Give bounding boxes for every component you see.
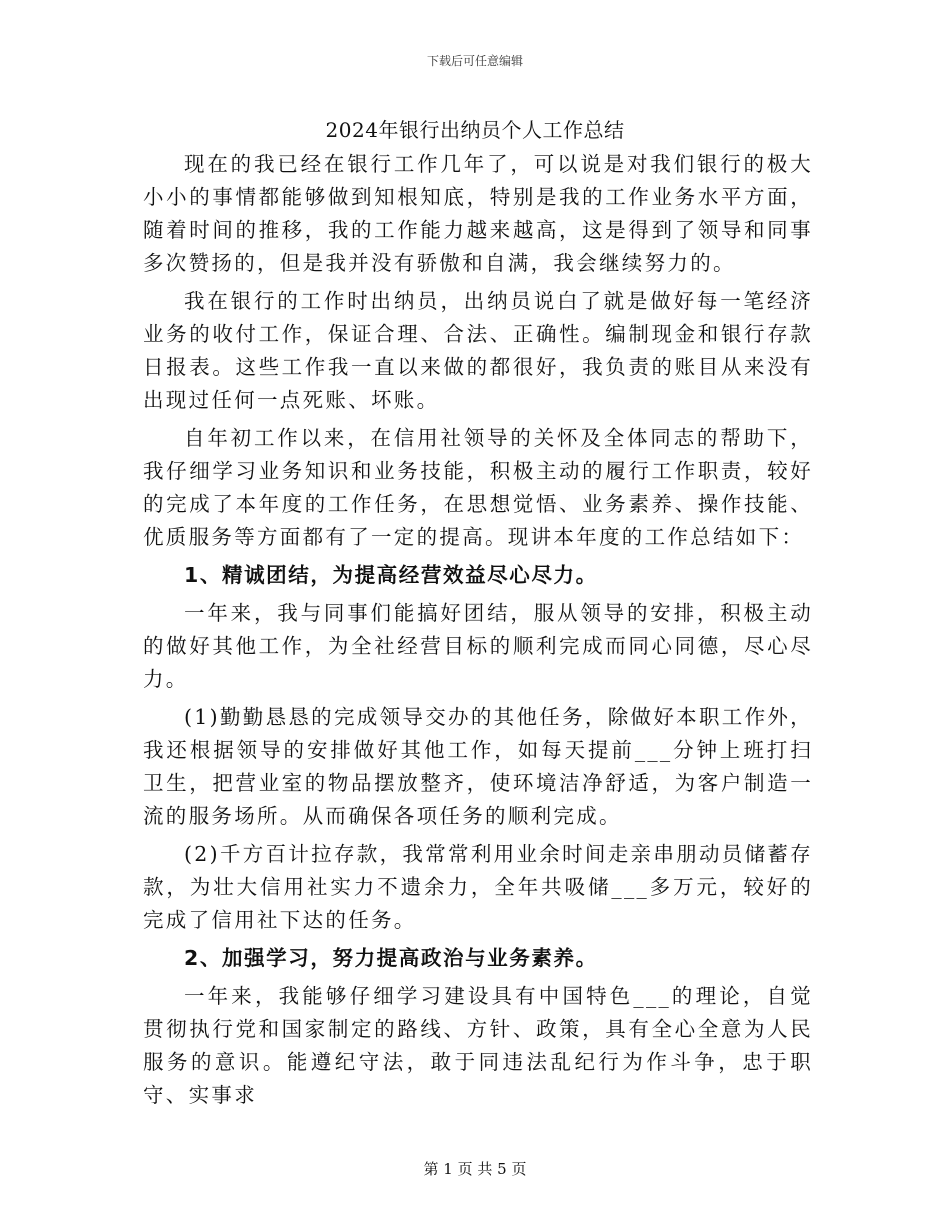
paragraph-year-overview: 自年初工作以来，在信用社领导的关怀及全体同志的帮助下，我仔细学习业务知识和业务技能，积极主动的履行工作职责，较好的完成了本年度的工作任务，在思想觉悟、业务素养、操作技能、优质服务等方面都有了一定的提高。现讲本年度的工作总结如下： — [143, 426, 813, 549]
document-title: 2024年银行出纳员个人工作总结 — [325, 118, 625, 142]
paragraph-teamwork: 一年来，我与同事们能搞好团结，服从领导的安排，积极主动的做好其他工作，为全社经营目标的顺利完成而同心同德，尽心尽力。 — [143, 601, 813, 691]
paragraph-study: 一年来，我能够仔细学习建设具有中国特色___的理论，自觉贯彻执行党和国家制定的路线、方针、政策，具有全心全意为人民服务的意识。能遵纪守法，敢于同违法乱纪行为作斗争，忠于职守、实事求 — [143, 984, 813, 1107]
paragraph-item-1: (1)勤勤恳恳的完成领导交办的其他任务，除做好本职工作外，我还根据领导的安排做好其他工作，如每天提前___分钟上班打扫卫生，把营业室的物品摆放整齐，使环境洁净舒适，为客户制造一流的服务场所。从而确保各项任务的顺利完成。 — [143, 705, 813, 828]
header-note: 下载后可任意编辑 — [426, 54, 523, 68]
document-body — [143, 148, 813, 1112]
paragraph-intro: 现在的我已经在银行工作几年了，可以说是对我们银行的极大小小的事情都能够做到知根知底，特别是我的工作业务水平方面，随着时间的推移，我的工作能力越来越高，这是得到了领导和同事多次赞扬的，但是我并没有骄傲和自满，我会继续努力的。 — [143, 152, 813, 275]
paragraph-cashier-duties: 我在银行的工作时出纳员，出纳员说白了就是做好每一笔经济业务的收付工作，保证合理、合法、正确性。编制现金和银行存款日报表。这些工作我一直以来做的都很好，我负责的账目从来没有出现过任何一点死账、坏账。 — [143, 289, 813, 412]
page-number: 第 1 页 共 5 页 — [423, 1160, 527, 1178]
section-heading-1: 1、精诚团结，为提高经营效益尽心尽力。 — [184, 563, 598, 587]
paragraph-item-2: (2)千方百计拉存款，我常常利用业余时间走亲串朋动员储蓄存款，为壮大信用社实力不遗余力，全年共吸储___多万元，较好的完成了信用社下达的任务。 — [143, 842, 813, 932]
section-heading-2: 2、加强学习，努力提高政治与业务素养。 — [184, 946, 598, 970]
